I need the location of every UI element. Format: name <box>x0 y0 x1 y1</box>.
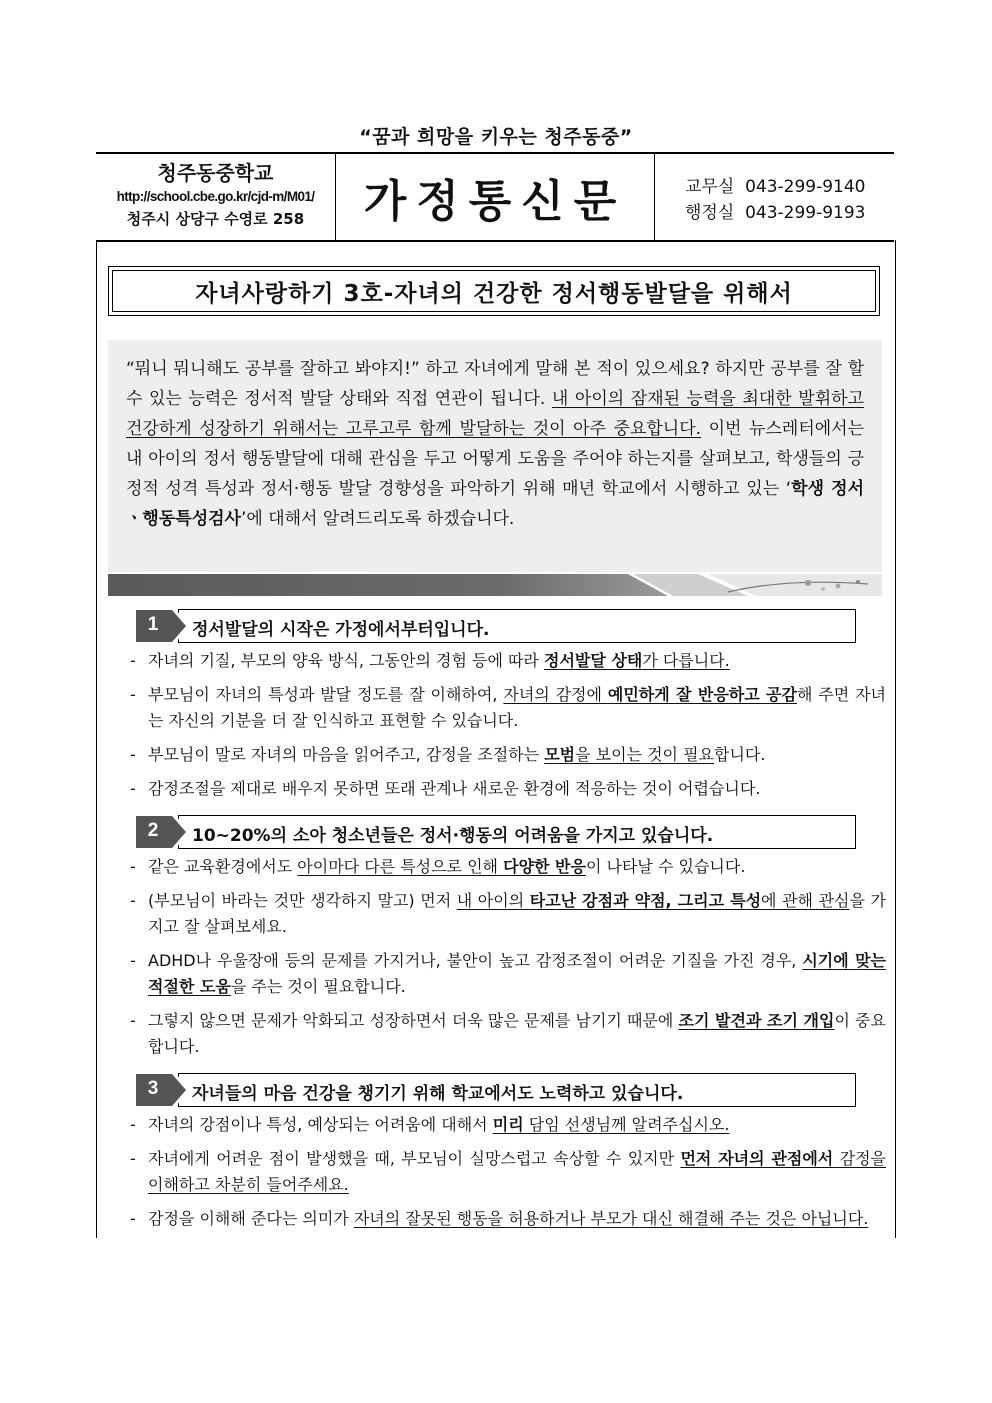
text-run: 담임 선생님께 알려주십시오. <box>523 1115 730 1134</box>
text-run: 모범 <box>544 745 576 764</box>
text-run: 부모님이 말로 자녀의 마음을 읽어주고, 감정을 조절하는 <box>148 745 545 764</box>
text-run: 아이마다 다른 특성으로 인해 <box>297 857 504 876</box>
text-run: 정서발달 상태 <box>543 651 643 670</box>
bullet-dash: - <box>130 745 136 764</box>
text-run: “뭐니 뭐니해도 공부를 잘하고 봐야지!” 하고 자녀에게 말해 본 적이 있으세요? 하지만 공부를 잘 할 수 있는 능력은 정서적 발달 상태와 직접 연관이 됩니다. <box>126 359 864 409</box>
contact-line-office: 교무실 043-299-9140 <box>685 177 866 197</box>
bullet-dash: - <box>130 1011 136 1030</box>
bullet-dash: - <box>130 951 136 970</box>
section-heading <box>136 609 856 643</box>
text-run: 을 주는 것이 필요합니다. <box>230 977 406 996</box>
list-item <box>130 648 886 674</box>
text-run: 조기 발견과 조기 개입 <box>678 1011 835 1030</box>
intro-box <box>108 340 882 572</box>
text-run: 학생 정서ㆍ행동특성검사 <box>126 479 864 529</box>
text-run: 이번 뉴스레터에서는 내 아이의 정서 행동발달에 대해 관심을 두고 어떻게 도움을 주어야 하는지를 살펴보고, 학생들의 긍정적 성격 특성과 정서·행동 발달 경향성을 파악하기 위해 매년 학교에서 시행하고 있는 ‘ <box>126 419 865 499</box>
school-motto: “꿈과 희망을 키우는 청주동중” <box>359 126 633 148</box>
list-item <box>130 1206 886 1232</box>
text-run: 자녀의 잘못된 행동을 허용하거나 부모가 대신 해결해 주는 것은 아닙니다. <box>353 1209 869 1228</box>
section-title: 자녀들의 마음 건강을 챙기기 위해 학교에서도 노력하고 있습니다. <box>192 1084 684 1104</box>
bullet-dash: - <box>130 1149 136 1168</box>
list-item <box>130 948 886 1000</box>
text-run: 타고난 강점과 약점, 그리고 특성 <box>529 891 762 910</box>
text-run: 자녀의 감정에 <box>503 685 608 704</box>
text-run: 그렇지 않으면 문제가 악화되고 성장하면서 더욱 많은 문제를 남기기 때문에 <box>148 1011 679 1030</box>
school-address: 청주시 상당구 수영로 258 <box>126 210 305 228</box>
section-number: 3 <box>147 1078 159 1099</box>
bullet-dash: - <box>130 1209 136 1228</box>
list-item <box>130 854 886 880</box>
bullet-dash: - <box>130 651 136 670</box>
title-cell <box>336 154 655 240</box>
page-title: 가정통신문 <box>363 176 627 227</box>
text-run: 가 다릅니다. <box>642 651 730 670</box>
headline-text: 자녀사랑하기 3호-자녀의 건강한 정서행동발달을 위해서 <box>195 280 793 307</box>
text-run: ’에 대해서 알려드리도록 하겠습니다. <box>240 509 515 529</box>
section-title: 정서발달의 시작은 가정에서부터입니다. <box>192 620 490 640</box>
list-item <box>130 1146 886 1198</box>
text-run: 감정을 이해해 준다는 의미가 <box>148 1209 354 1228</box>
headline-box <box>108 266 880 316</box>
text-run: 먼저 자녀의 관점에서 <box>680 1149 834 1168</box>
contact-info <box>655 154 894 240</box>
list-item <box>130 888 886 940</box>
contact-line-admin: 행정실 043-299-9193 <box>685 203 866 223</box>
list-item <box>130 1112 886 1138</box>
section-number-badge <box>136 610 188 642</box>
text-run: 같은 교육환경에서도 <box>148 857 298 876</box>
bullet-dash: - <box>130 685 136 704</box>
text-run: 미리 <box>492 1115 524 1134</box>
text-run: ADHD나 우울장애 등의 문제를 가지거나, 불안이 높고 감정조절이 어려운 기질을 가진 경우, <box>148 951 803 970</box>
text-run: 을 가지고 잘 살펴보세요. <box>148 891 886 936</box>
list-item <box>130 742 886 768</box>
text-run: 을 보이는 것이 필요 <box>575 745 715 764</box>
section-number-badge <box>136 1074 188 1106</box>
text-run: 합니다. <box>714 745 766 764</box>
newsletter-header <box>96 152 894 242</box>
section-heading <box>136 815 856 849</box>
bullet-dash: - <box>130 1115 136 1134</box>
school-url-link[interactable]: http://school.cbe.go.kr/cjd-m/M01/ <box>116 189 315 204</box>
list-item <box>130 776 886 802</box>
text-run: 시기에 맞는 적절한 도움 <box>148 951 886 996</box>
text-run: 자녀의 기질, 부모의 양육 방식, 그동안의 경험 등에 따라 <box>148 651 544 670</box>
text-run: 해 주면 자녀는 자신의 기분을 더 잘 인식하고 표현할 수 있습니다. <box>148 685 887 730</box>
text-run: 부모님이 자녀의 특성과 발달 정도를 잘 이해하여, <box>148 685 504 704</box>
text-run: 내 아이의 잠재된 능력을 최대한 발휘하고 건강하게 성장하기 위해서는 고루고루 함께 발달하는 것이 아주 중요합니다. <box>126 389 864 439</box>
bullet-dash: - <box>130 857 136 876</box>
bullet-dash: - <box>130 891 136 910</box>
bullet-dash: - <box>130 779 136 798</box>
school-name: 청주동중학교 <box>157 161 274 185</box>
section-heading <box>136 1073 856 1107</box>
text-run: 감정조절을 제대로 배우지 못하면 또래 관계나 새로운 환경에 적응하는 것이 어렵습니다. <box>148 779 761 798</box>
school-info <box>96 154 336 240</box>
text-run: 내 아이의 <box>456 891 530 910</box>
decorative-banner <box>108 574 882 596</box>
text-run: 자녀의 강점이나 특성, 예상되는 어려움에 대해서 <box>148 1115 493 1134</box>
text-run: 감정을 이해하고 차분히 들어주세요. <box>148 1149 886 1194</box>
text-run: (부모님이 바라는 것만 생각하지 말고) 먼저 <box>148 891 457 910</box>
section-number: 2 <box>147 820 159 841</box>
text-run: 이 중요합니다. <box>148 1011 886 1056</box>
text-run: 다양한 반응 <box>503 857 586 876</box>
text-run: 예민하게 잘 반응하고 공감 <box>607 685 797 704</box>
section-title: 10~20%의 소아 청소년들은 정서·행동의 어려움을 가지고 있습니다. <box>192 826 714 846</box>
list-item <box>130 682 886 734</box>
section-number: 1 <box>147 614 159 635</box>
text-run: 에 관해 관심 <box>761 891 850 910</box>
text-run: 이 나타날 수 있습니다. <box>585 857 746 876</box>
intro-text <box>126 354 864 534</box>
section-number-badge <box>136 816 188 848</box>
text-run: 자녀에게 어려운 점이 발생했을 때, 부모님이 실망스럽고 속상할 수 있지만 <box>148 1149 681 1168</box>
list-item <box>130 1008 886 1060</box>
